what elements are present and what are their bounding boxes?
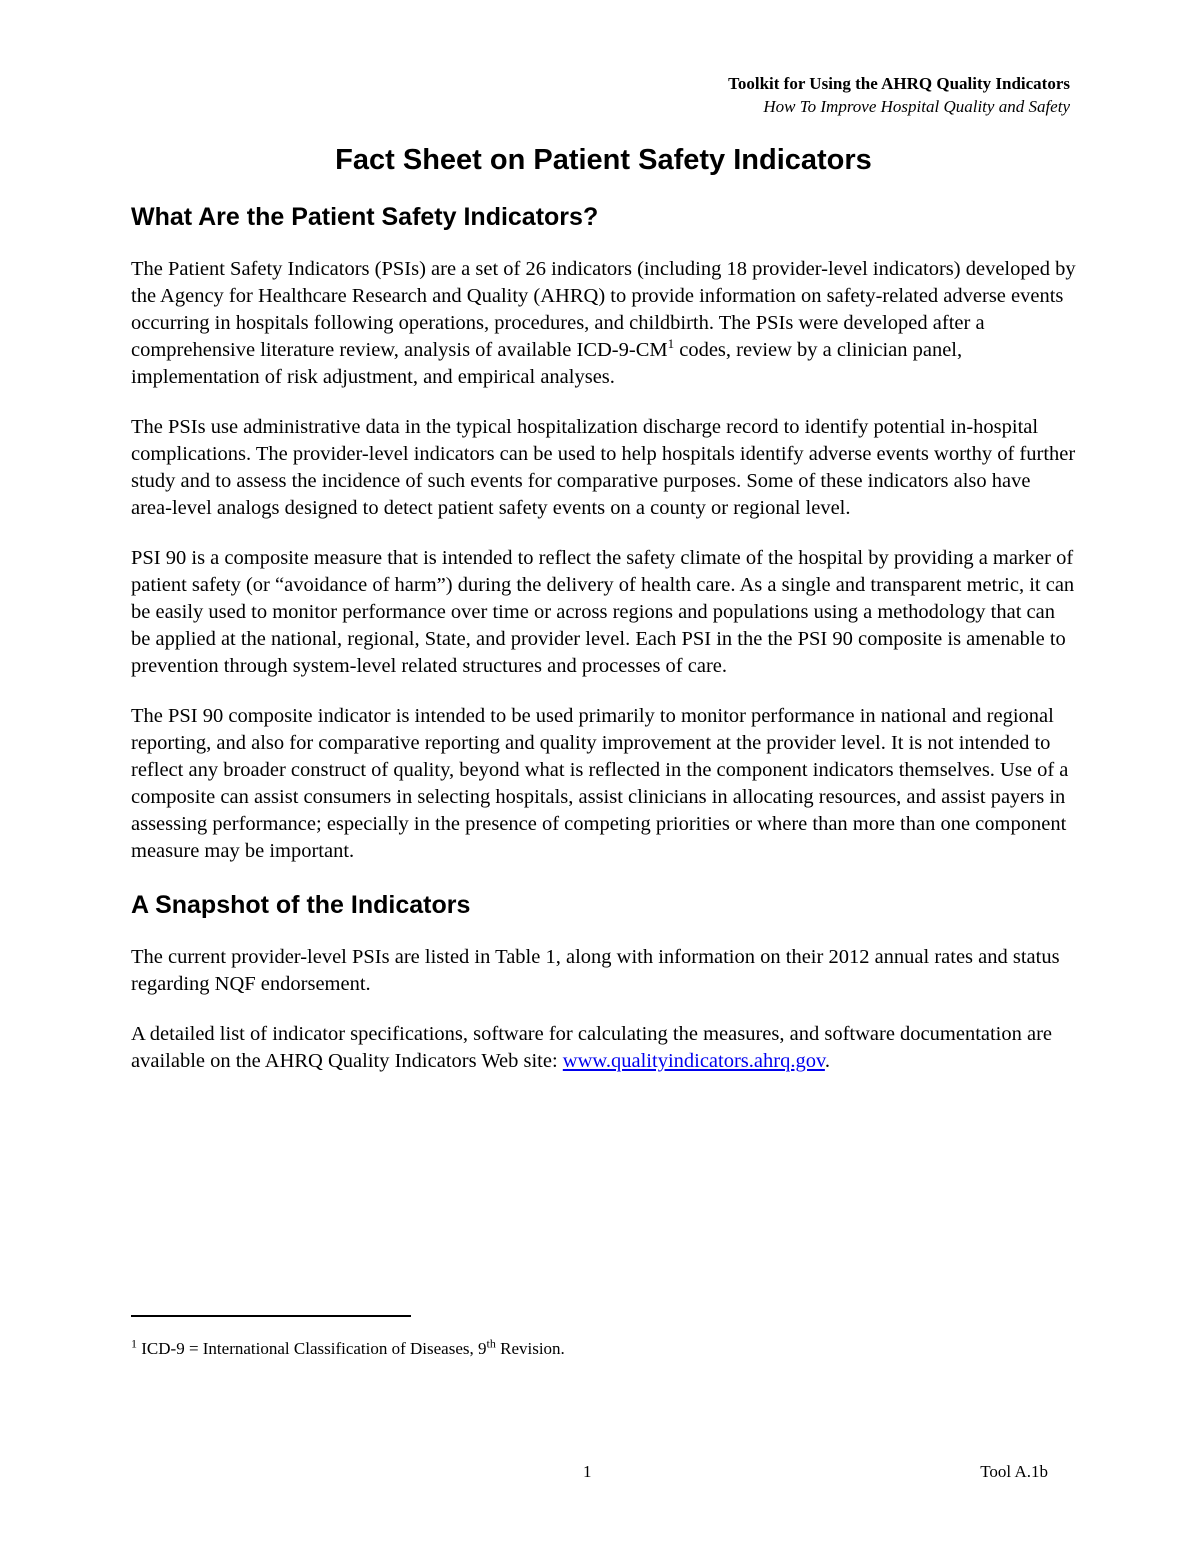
section-heading-what-are-psis: What Are the Patient Safety Indicators?	[131, 203, 599, 231]
paragraph-psi90-composite: PSI 90 is a composite measure that is intended to reflect the safety climate of the hospital by providing a marker of patient safety (or “avoidance of harm”) during the delivery of health care. As a single and transparent metric, it can be easily used to monitor performance over time or across regions and populations using a methodology that can be applied at the national, regional, State, and provider level. Each PSI in the the PSI 90 composite is amenable to prevention through system-level related structures and processes of care.	[131, 547, 1075, 677]
paragraph-psi-overview-text-a: The Patient Safety Indicators (PSIs) are a set of 26 indicators (including 18 provider-level indicators) developed by the Agency for Healthcare Research and Quality (AHRQ) to provide information on safety-related adverse events occurring in hospitals following operations, procedures, and childbirth. The PSIs were developed after a comprehensive literature review, analysis of available ICD-9-CM	[131, 258, 1076, 361]
footnote	[131, 1338, 565, 1360]
paragraph-psi-overview	[131, 256, 1076, 391]
footnote-reference: 1	[667, 336, 675, 352]
footnote-ordinal-suffix: th	[486, 1336, 496, 1351]
paragraph-table-reference: The current provider-level PSIs are listed in Table 1, along with information on their 2012 annual rates and status regarding NQF endorsement.	[131, 946, 1060, 995]
paragraph-psi-overview-text-b: codes, review by a clinician panel, implementation of risk adjustment, and empirical analyses.	[131, 339, 963, 388]
footnote-text-a: ICD-9 = International Classification of Diseases, 9	[137, 1339, 487, 1358]
section-heading-snapshot: A Snapshot of the Indicators	[131, 891, 471, 919]
page-number: 1	[583, 1462, 592, 1481]
document-body	[131, 138, 1076, 1098]
paragraph-psi90-usage: The PSI 90 composite indicator is intended to be used primarily to monitor performance in national and regional reporting, and also for comparative reporting and quality improvement at the provider level. It is not intended to reflect any broader construct of quality, beyond what is reflected in the component indicators themselves. Use of a composite can assist consumers in selecting hospitals, assist clinicians in allocating resources, and assist payers in assessing performance; especially in the presence of competing priorities or where than more than one component measure may be important.	[131, 705, 1069, 862]
header-toolkit-title: Toolkit for Using the AHRQ Quality Indicators	[728, 74, 1070, 93]
header-subtitle: How To Improve Hospital Quality and Safety	[763, 97, 1070, 116]
footnote-text-b: Revision.	[495, 1339, 565, 1358]
paragraph-specifications-period: .	[824, 1050, 830, 1072]
qualityindicators-link[interactable]: www.qualityindicators.ahrq.gov	[562, 1050, 825, 1072]
paragraph-specifications	[131, 1021, 1076, 1075]
footnote-separator	[131, 1315, 411, 1317]
tool-identifier: Tool A.1b	[980, 1462, 1048, 1481]
running-header	[728, 72, 1070, 118]
page-title: Fact Sheet on Patient Safety Indicators	[335, 144, 872, 176]
paragraph-specifications-text: A detailed list of indicator specifications, software for calculating the measures, and software documentation are available on the AHRQ Quality Indicators Web site:	[131, 1023, 1053, 1072]
paragraph-administrative-data: The PSIs use administrative data in the typical hospitalization discharge record to identify potential in-hospital complications. The provider-level indicators can be used to help hospitals identify adverse events worthy of further study and to assess the incidence of such events for comparative purposes. Some of these indicators also have area-level analogs designed to detect patient safety events on a county or regional level.	[131, 416, 1076, 519]
footnote-mark: 1	[131, 1336, 137, 1351]
